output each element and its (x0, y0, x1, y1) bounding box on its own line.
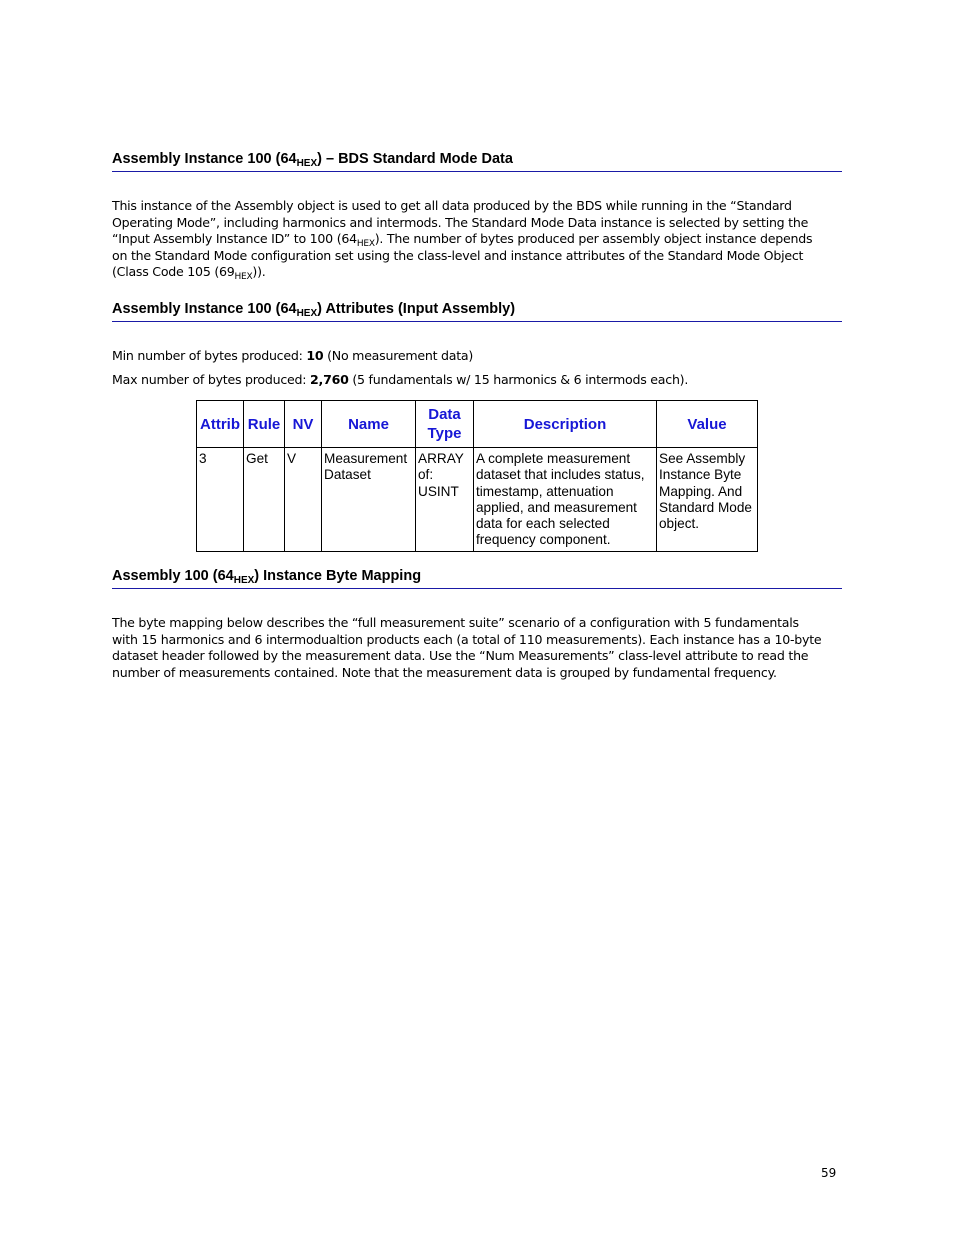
table-row (197, 448, 758, 552)
section-attributes (112, 300, 842, 322)
header-rule: Rule (244, 401, 285, 448)
paragraph-line: The byte mapping below describes the “full measurement suite” scenario of a configuration with 5 fundamentals (112, 615, 799, 630)
section-heading: Assembly Instance 100 $(64_{HEX})$ Attributes (Input Assembly) (112, 300, 842, 322)
cell-description: A complete measurement dataset that includes status, timestamp, attenuation applied, and measurement data for each selected frequency component. (474, 448, 657, 552)
max-bytes-line: Max number of bytes produced: 2,760 (5 fundamentals w/ 15 harmonics & 6 intermods each). (112, 372, 689, 387)
cell-name: Measurement Dataset (322, 448, 416, 552)
paragraph-line: This instance of the Assembly object is used to get all data produced by the BDS while running in the “Standard (112, 198, 792, 213)
header-value: Value (657, 401, 758, 448)
paragraph-line: “Input Assembly Instance ID” to 100 $(64_{HEX})$. The number of bytes produced per assembly object instance depends (112, 231, 813, 249)
cell-rule: Get (244, 448, 285, 552)
header-nv: NV (285, 401, 322, 448)
paragraph-line: on the Standard Mode configuration set using the class-level and instance attributes of the Standard Mode Object (112, 247, 804, 263)
paragraph-line: number of measurements contained. Note that the measurement data is grouped by fundamental frequency. (112, 664, 777, 680)
header-data-type: Data Type (416, 401, 474, 448)
table-header-row (197, 401, 758, 448)
section-byte-mapping (112, 567, 842, 589)
cell-value: See Assembly Instance Byte Mapping. And Standard Mode object. (657, 448, 758, 552)
section-description-paragraph (112, 198, 842, 281)
cell-attrib: 3 (197, 448, 244, 552)
byte-mapping-paragraph (112, 615, 842, 681)
section-heading: Assembly 100 $(64_{HEX})$ Instance Byte Mapping (112, 567, 842, 589)
attributes-table (196, 400, 758, 552)
section-standard-mode-data (112, 150, 842, 172)
min-bytes-line: Min number of bytes produced: 10 (No measurement data) (112, 348, 474, 363)
page-number: 59 (821, 1166, 837, 1180)
section-heading: Assembly Instance 100 $(64_{HEX})$ – BDS Standard Mode Data (112, 150, 842, 172)
header-description: Description (474, 401, 657, 448)
paragraph-line: (Class Code 105 $(69_{HEX})$). (112, 264, 266, 282)
paragraph-line: with 15 harmonics and 6 intermodualtion products each (a total of 110 measurements). Each instance has a 10-byte (112, 631, 822, 647)
header-name: Name (322, 401, 416, 448)
paragraph-line: Operating Mode”, including harmonics and intermods. The Standard Mode Data instance is selected by setting the (112, 214, 809, 230)
cell-data-type: ARRAY of: USINT (416, 448, 474, 552)
header-attrib: Attrib (197, 401, 244, 448)
paragraph-line: dataset header followed by the measurement data. Use the “Num Measurements” class-level attribute to read the (112, 648, 809, 663)
cell-nv: V (285, 448, 322, 552)
